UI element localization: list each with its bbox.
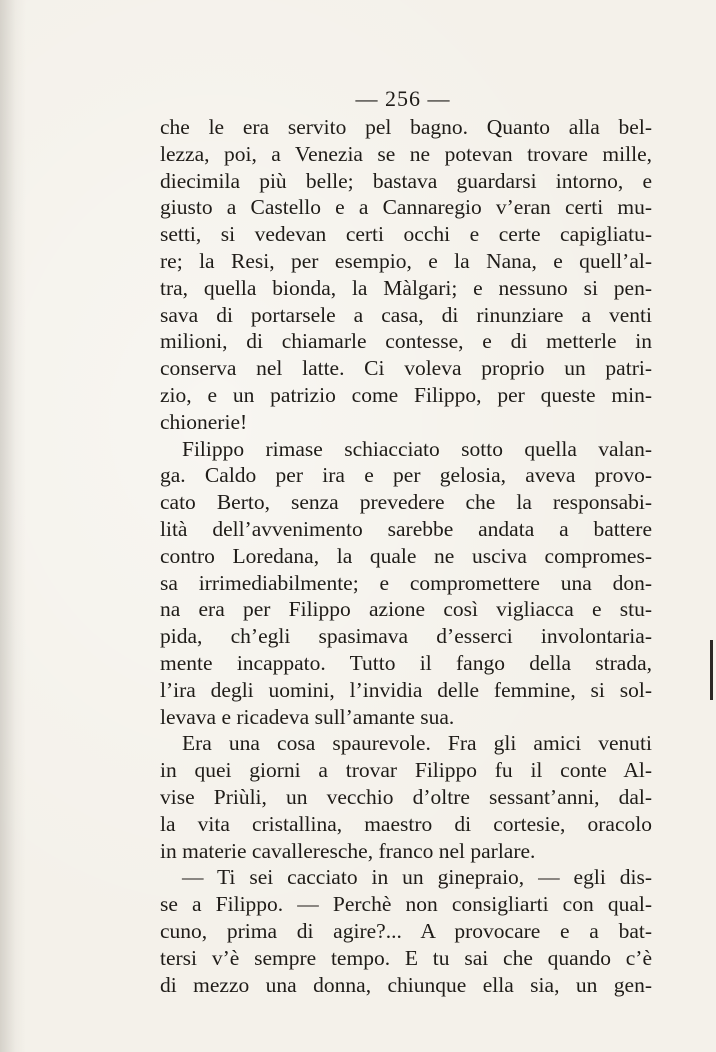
text-line: se a Filippo. — Perchè non consigliarti con qual- <box>160 892 652 917</box>
text-line: levava e ricadeva sull’amante sua. <box>160 704 455 729</box>
text-line: — Ti sei cacciato in un ginepraio, — egli dis- <box>182 865 652 890</box>
text-line: diecimila più belle; bastava guardarsi intorno, e <box>160 168 652 193</box>
text-line: di mezzo una donna, chiunque ella sia, un gen- <box>160 972 652 997</box>
text-line: Filippo rimase schiacciato sotto quella valan- <box>182 436 652 461</box>
text-line: in materie cavalleresche, franco nel parlare. <box>160 838 536 863</box>
text-line: na era per Filippo azione così vigliacca e stu- <box>160 597 652 622</box>
page-edge-mark <box>710 640 713 700</box>
text-line: cato Berto, senza prevedere che la responsabi- <box>160 490 652 515</box>
text-line: pida, ch’egli spasimava d’esserci involontaria- <box>160 624 652 649</box>
text-line: cuno, prima di agire?... A provocare e a bat- <box>160 918 652 943</box>
text-line: tra, quella bionda, la Màlgari; e nessuno si pen- <box>160 275 652 300</box>
text-line: zio, e un patrizio come Filippo, per queste min- <box>160 382 652 407</box>
text-line: ga. Caldo per ira e per gelosia, aveva provo- <box>160 463 652 488</box>
text-line: che le era servito pel bagno. Quanto alla bel- <box>160 115 652 139</box>
text-line: in quei giorni a trovar Filippo fu il conte Al- <box>160 758 652 783</box>
text-line: Era una cosa spaurevole. Fra gli amici venuti <box>182 731 652 756</box>
text-line: vise Priùli, un vecchio d’oltre sessant’anni, dal- <box>160 784 652 809</box>
text-line: conserva nel latte. Ci voleva proprio un patri- <box>160 356 652 381</box>
text-line: la vita cristallina, maestro di cortesie, oracolo <box>160 811 652 836</box>
text-line: sa irrimediabilmente; e compromettere una don- <box>160 570 652 595</box>
text-line: milioni, di chiamarle contesse, e di metterle in <box>160 329 652 354</box>
page-number: — 256 — <box>355 86 451 111</box>
text-line: sava di portarsele a casa, di rinunziare a venti <box>160 302 652 327</box>
body-text <box>160 114 652 998</box>
text-line: chionerie! <box>160 409 248 434</box>
text-line: setti, si vedevan certi occhi e certe capigliatu- <box>160 222 652 247</box>
text-line: giusto a Castello e a Cannaregio v’eran certi mu- <box>160 195 652 220</box>
text-line: lezza, poi, a Venezia se ne potevan trovare mille, <box>160 141 652 166</box>
text-line: mente incappato. Tutto il fango della strada, <box>160 650 652 675</box>
text-line: contro Loredana, la quale ne usciva compromes- <box>160 543 652 568</box>
text-line: lità dell’avvenimento sarebbe andata a battere <box>160 516 652 541</box>
text-line: tersi v’è sempre tempo. E tu sai che quando c’è <box>160 945 652 970</box>
text-line: re; la Resi, per esempio, e la Nana, e quell’al- <box>160 248 652 273</box>
text-line: l’ira degli uomini, l’invidia delle femmine, si sol- <box>160 677 652 702</box>
page-gutter-shadow <box>0 0 26 1052</box>
